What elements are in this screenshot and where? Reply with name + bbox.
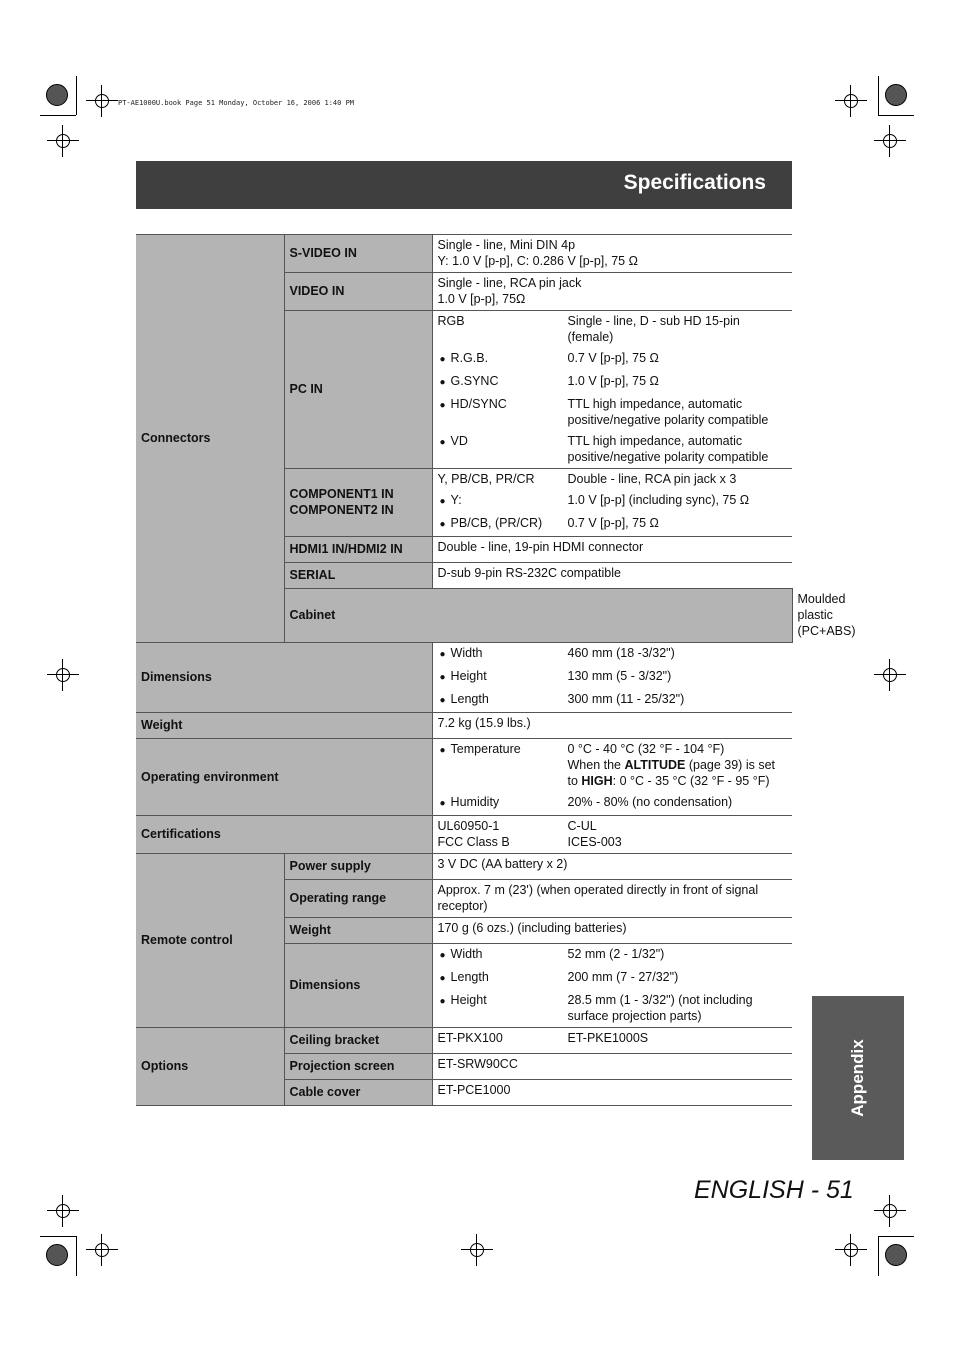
item-value: Single - line, D - sub HD 15-pin (female) [567, 314, 740, 344]
item-value: Double - line, RCA pin jack x 3 [567, 472, 737, 486]
print-header: PT-AE1000U.book Page 51 Monday, October 16, 2006 1:40 PM [118, 99, 355, 107]
item-key: ● Temperature [438, 741, 568, 789]
row-label-component-in [284, 469, 432, 537]
registration-dot-top-right [885, 84, 907, 106]
registration-dot-top-left [46, 84, 68, 106]
crosshair-mark [835, 1234, 867, 1266]
item-value: 0.7 V [p-p], 75 Ω [567, 516, 659, 530]
row-label-dimensions: Dimensions [136, 643, 432, 713]
item-key: ● G.SYNC [438, 373, 568, 391]
table-row [136, 713, 792, 739]
crosshair-mark [835, 85, 867, 117]
crosshair-mark [874, 125, 906, 157]
item-value: ICES-003 [567, 835, 622, 849]
trim-line [878, 115, 914, 116]
item-key: RGB [437, 314, 465, 328]
item-value: 130 mm (5 - 3/32") [567, 669, 672, 683]
value-cell [432, 816, 792, 854]
item-key: ● Width [438, 645, 568, 663]
item-key: ● Length [438, 691, 568, 709]
appendix-side-tab [812, 996, 904, 1160]
trim-line [40, 115, 76, 116]
row-label-options: Options [136, 1028, 284, 1106]
row-label-svideo-in: S-VIDEO IN [284, 235, 432, 273]
crosshair-mark [47, 125, 79, 157]
trim-line [878, 1236, 914, 1237]
title-bar [136, 161, 792, 209]
trim-line [40, 1236, 76, 1237]
value-text: 1.0 V [p-p], 75Ω [437, 292, 526, 306]
item-value: 20% - 80% (no condensation) [567, 795, 733, 809]
row-label-cable-cover: Cable cover [284, 1080, 432, 1106]
item-key: ● Humidity [438, 794, 568, 812]
registration-dot-bottom-left [46, 1244, 68, 1266]
item-key: ● HD/SYNC [438, 396, 568, 428]
table-row [136, 854, 792, 880]
item-value: TTL high impedance, automatic positive/negative polarity compatible [567, 434, 769, 464]
item-key: ● R.G.B. [438, 350, 568, 368]
page-number: ENGLISH - 51 [694, 1176, 854, 1204]
value-cell [432, 235, 792, 273]
crosshair-mark [874, 1195, 906, 1227]
item-value: 300 mm (11 - 25/32") [567, 692, 685, 706]
trim-line [76, 76, 77, 115]
item-value: 52 mm (2 - 1/32") [567, 947, 665, 961]
value-text: D-sub 9-pin RS-232C compatible [432, 563, 792, 589]
value-cell [432, 643, 792, 713]
table-row [136, 1028, 792, 1054]
row-label-video-in: VIDEO IN [284, 273, 432, 311]
value-text: ET-PCE1000 [432, 1080, 792, 1106]
item-value: TTL high impedance, automatic positive/negative polarity compatible [567, 397, 769, 427]
value-cell [432, 944, 792, 1028]
trim-line [878, 1236, 879, 1276]
item-value: 460 mm (18 -3/32") [567, 646, 675, 660]
item-value: ET-PKE1000S [567, 1031, 649, 1045]
value-cell [432, 273, 792, 311]
row-label-weight: Weight [136, 713, 432, 739]
value-cell [432, 311, 792, 469]
trim-line [76, 1236, 77, 1276]
trim-line [878, 76, 879, 115]
page-title: Specifications [623, 171, 766, 194]
table-row [136, 739, 792, 816]
value-text: Double - line, 19-pin HDMI connector [432, 537, 792, 563]
table-row [136, 816, 792, 854]
registration-dot-bottom-right [885, 1244, 907, 1266]
temperature-note [568, 758, 776, 788]
item-value: 1.0 V [p-p], 75 Ω [567, 374, 659, 388]
item-value: 0.7 V [p-p], 75 Ω [567, 351, 659, 365]
note-text: When the [567, 758, 625, 772]
row-label-pc-in: PC IN [284, 311, 432, 469]
row-label-power-supply: Power supply [284, 854, 432, 880]
row-label-certifications: Certifications [136, 816, 432, 854]
value-text: Y: 1.0 V [p-p], C: 0.286 V [p-p], 75 Ω [437, 254, 638, 268]
note-bold: ALTITUDE [624, 758, 686, 772]
table-row [136, 643, 792, 713]
crosshair-mark [86, 1234, 118, 1266]
row-label-cabinet: Cabinet [284, 589, 792, 643]
crosshair-mark [47, 659, 79, 691]
crosshair-mark [461, 1234, 493, 1266]
row-label-connectors: Connectors [136, 235, 284, 643]
value-text: Approx. 7 m (23') (when operated directly in front of signal receptor) [432, 880, 792, 918]
value-text: Single - line, RCA pin jack [437, 276, 582, 290]
item-key: ● Length [438, 969, 568, 987]
row-label-operating-range: Operating range [284, 880, 432, 918]
value-cell [432, 469, 792, 537]
note-bold: HIGH [581, 774, 613, 788]
item-key: Y, PB/CB, PR/CR [437, 472, 535, 486]
temperature-range: 0 °C - 40 °C (32 °F - 104 °F) [567, 742, 725, 756]
side-tab-label: Appendix [848, 1039, 867, 1117]
component1-label: COMPONENT1 IN [289, 487, 394, 501]
row-label-serial: SERIAL [284, 563, 432, 589]
item-value: 200 mm (7 - 27/32") [567, 970, 679, 984]
value-text: Single - line, Mini DIN 4p [437, 238, 576, 252]
value-text: ET-SRW90CC [432, 1054, 792, 1080]
row-label-remote-weight: Weight [284, 918, 432, 944]
item-key: ● Width [438, 946, 568, 964]
item-value: 28.5 mm (1 - 3/32") (not including surface projection parts) [567, 993, 753, 1023]
item-key: ● Height [438, 668, 568, 686]
item-key: UL60950-1 [437, 819, 500, 833]
crosshair-mark [86, 85, 118, 117]
row-label-remote-dimensions: Dimensions [284, 944, 432, 1028]
item-key: ● Height [438, 992, 568, 1024]
row-label-hdmi-in: HDMI1 IN/HDMI2 IN [284, 537, 432, 563]
value-cell [432, 739, 792, 816]
value-text: 3 V DC (AA battery x 2) [432, 854, 792, 880]
item-value [568, 741, 788, 789]
item-value: C-UL [567, 819, 597, 833]
crosshair-mark [874, 659, 906, 691]
note-text: : 0 °C - 35 °C (32 °F - 95 °F) [612, 774, 770, 788]
row-label-ceiling-bracket: Ceiling bracket [284, 1028, 432, 1054]
table-row [136, 235, 792, 273]
row-label-remote-control: Remote control [136, 854, 284, 1028]
component2-label: COMPONENT2 IN [289, 503, 394, 517]
crosshair-mark [47, 1195, 79, 1227]
value-text: 170 g (6 ozs.) (including batteries) [432, 918, 792, 944]
note-text: (page 39) is set to [567, 758, 775, 788]
value-text: 7.2 kg (15.9 lbs.) [432, 713, 792, 739]
row-label-projection-screen: Projection screen [284, 1054, 432, 1080]
item-key: ● PB/CB, (PR/CR) [438, 515, 568, 533]
item-key: FCC Class B [437, 835, 510, 849]
row-label-operating-environment: Operating environment [136, 739, 432, 816]
table-row: Cabinet Moulded plastic (PC+ABS) [136, 589, 792, 643]
item-value: 1.0 V [p-p] (including sync), 75 Ω [567, 493, 750, 507]
item-key: ● Y: [438, 492, 568, 510]
item-key: ● VD [438, 433, 568, 465]
specifications-table [136, 234, 856, 1106]
value-cell [432, 1028, 792, 1054]
item-key: ET-PKX100 [437, 1031, 503, 1045]
